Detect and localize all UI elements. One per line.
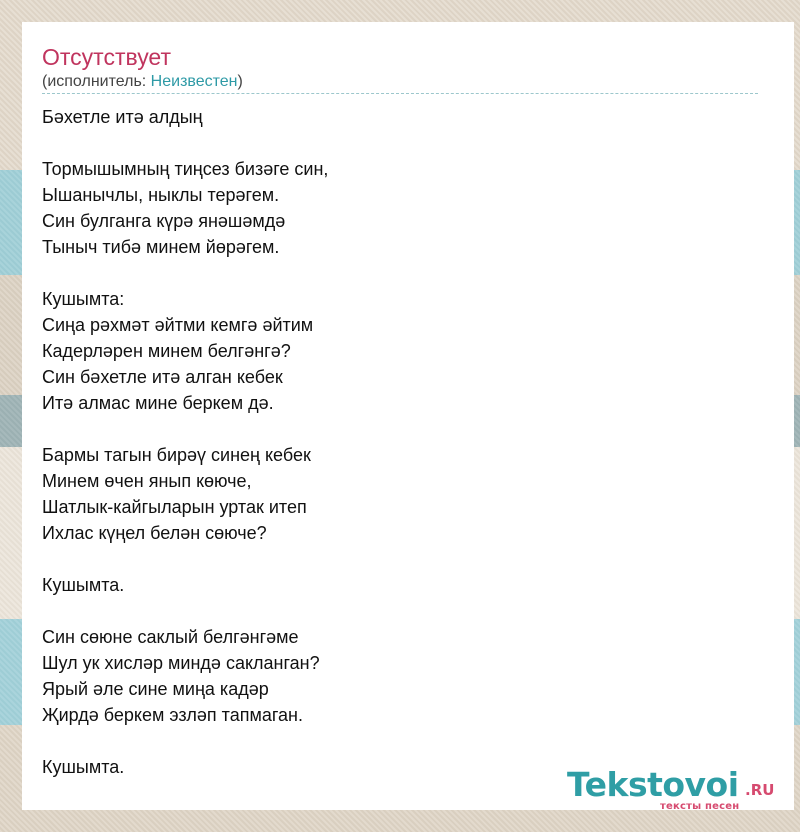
lyrics-card	[22, 22, 794, 810]
lyrics-text	[42, 104, 758, 780]
artist-prefix: (исполнитель:	[42, 73, 151, 90]
artist-line	[42, 72, 243, 92]
lyric-line: Тормышымның тиңсез бизәге син,	[42, 159, 329, 179]
lyric-line: Бәхетле итә алдың	[42, 107, 203, 127]
lyric-blank-line	[42, 130, 758, 156]
artist-link[interactable]: Неизвестен	[150, 73, 238, 90]
lyric-line: Кушымта:	[42, 289, 125, 309]
lyric-line: Сиңа рәхмәт әйтми кемгә әйтим	[42, 315, 314, 335]
lyric-blank-line	[42, 546, 758, 572]
lyric-line: Шатлык-кайгыларын уртак итеп	[42, 497, 307, 517]
lyric-line: Кушымта.	[42, 757, 125, 777]
title-divider	[42, 93, 758, 94]
lyric-line: Син сөюне саклый белгәнгәме	[42, 627, 299, 647]
lyric-line: Кадерләрен минем белгәнгә?	[42, 341, 291, 361]
lyric-line: Шул ук хисләр миндә сакланган?	[42, 653, 320, 673]
lyric-blank-line	[42, 728, 758, 754]
site-logo[interactable]	[567, 766, 797, 816]
lyric-line: Бармы тагын бирәү синең кебек	[42, 445, 311, 465]
lyric-line: Җирдә беркем эзләп тапмаган.	[42, 705, 303, 725]
lyric-blank-line	[42, 260, 758, 286]
logo-name: Tekstovoi	[567, 765, 739, 804]
lyric-line: Кушымта.	[42, 575, 125, 595]
logo-domain: .RU	[745, 781, 775, 799]
logo-tagline: тексты песен	[660, 801, 740, 812]
lyric-line: Минем өчен янып көюче,	[42, 471, 252, 491]
lyric-blank-line	[42, 416, 758, 442]
lyric-line: Итә алмас мине беркем дә.	[42, 393, 274, 413]
song-title: Отсутствует	[42, 44, 171, 70]
lyric-line: Ышанычлы, ныклы терәгем.	[42, 185, 280, 205]
lyric-line: Ярый әле сине миңа кадәр	[42, 679, 269, 699]
lyric-line: Син бәхетле итә алган кебек	[42, 367, 283, 387]
artist-suffix: )	[237, 73, 243, 90]
lyric-line: Ихлас күңел белән сөюче?	[42, 523, 267, 543]
lyric-blank-line	[42, 598, 758, 624]
lyric-line: Тыныч тибә минем йөрәгем.	[42, 237, 280, 257]
lyric-line: Син булганга күрә янәшәмдә	[42, 211, 286, 231]
